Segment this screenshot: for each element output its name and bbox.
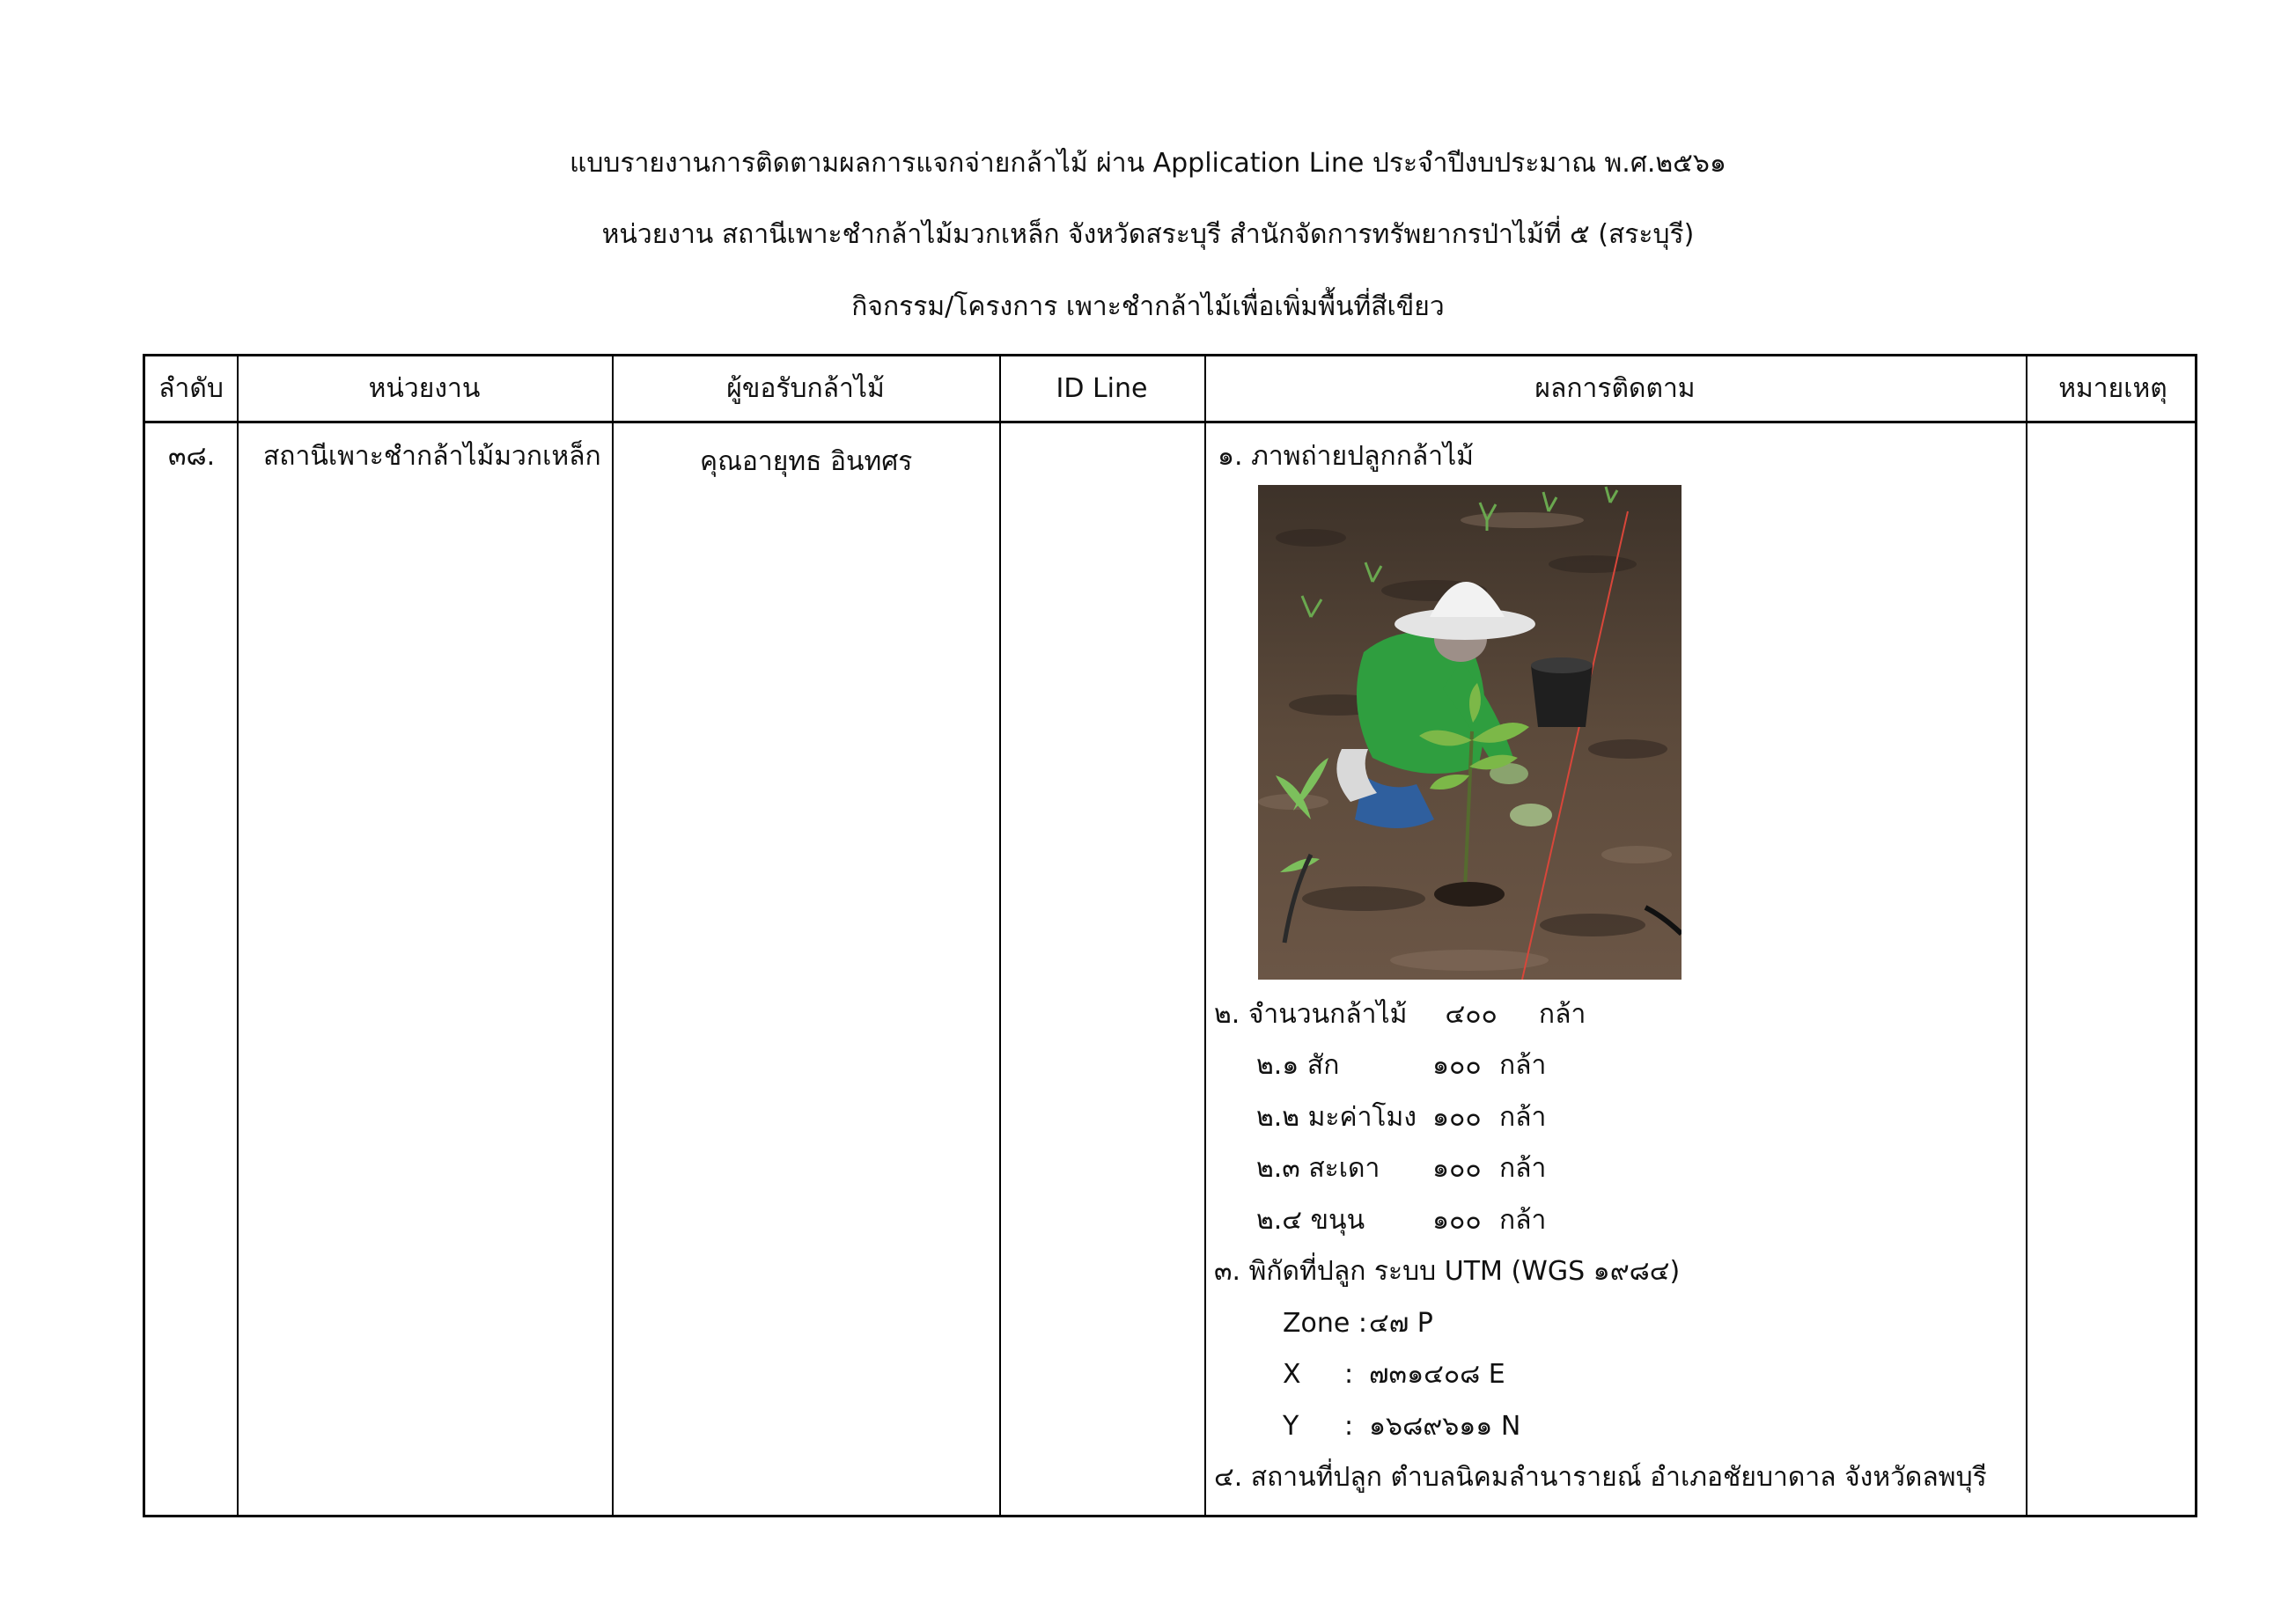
column-header-recipient: ผู้ขอรับกล้าไม้: [726, 373, 885, 404]
column-divider: [2026, 356, 2027, 1515]
planting-photo: [1258, 485, 1682, 980]
seedling-total-count: ๔๐๐: [1445, 999, 1498, 1030]
row-order: ๓๘.: [168, 441, 216, 472]
column-header-results: ผลการติดตาม: [1534, 373, 1696, 404]
row-agency: สถานีเพาะชำกล้าไม้มวกเหล็ก: [263, 441, 601, 472]
coordinate-label: ๓. พิกัดที่ปลูก ระบบ UTM (WGS ๑๙๘๔): [1214, 1256, 1681, 1287]
planting-location: ๔. สถานที่ปลูก ตำบลนิคมลำนารายณ์ อำเภอชัยบาดาล จังหวัดลพบุรี: [1214, 1462, 1987, 1493]
report-title: แบบรายงานการติดตามผลการแจกจ่ายกล้าไม้ ผ่าน Application Line ประจำปีงบประมาณ พ.ศ.๒๕๖๑: [570, 148, 1726, 179]
species-item: [1256, 1203, 1546, 1238]
report-project: กิจกรรม/โครงการ เพาะชำกล้าไม้เพื่อเพิ่มพื้นที่สีเขียว: [851, 291, 1445, 322]
column-divider: [999, 356, 1001, 1515]
column-header-order: ลำดับ: [158, 373, 224, 404]
utm-x-label: X: [1283, 1359, 1301, 1390]
utm-y-value: ๑๖๘๙๖๑๑ N: [1369, 1411, 1521, 1442]
report-agency: หน่วยงาน สถานีเพาะชำกล้าไม้มวกเหล็ก จังหวัดสระบุรี สำนักจัดการทรัพยากรป่าไม้ที่ ๕ (สระบุรี): [601, 219, 1695, 250]
species-name: ๒.๑ สัก: [1256, 1050, 1340, 1081]
planting-photo-illustration: [1258, 485, 1682, 980]
row-recipient: คุณอายุทธ อินทศร: [700, 446, 913, 477]
utm-zone: [1283, 1306, 1433, 1341]
utm-x-value: ๗๓๑๔๐๘ E: [1369, 1359, 1505, 1390]
species-item: [1256, 1048, 1546, 1083]
species-item: [1256, 1151, 1546, 1186]
report-table: [143, 354, 2197, 1517]
utm-x-separator: :: [1344, 1359, 1354, 1390]
seedling-total-unit: กล้า: [1538, 999, 1586, 1030]
species-count: ๑๐๐: [1432, 1050, 1482, 1081]
header-divider: [145, 421, 2195, 423]
utm-y: [1283, 1409, 1520, 1444]
seedling-total: [1214, 997, 1586, 1032]
column-header-id-line: ID Line: [1056, 373, 1148, 404]
species-unit: กล้า: [1499, 1153, 1547, 1184]
utm-zone-value: ๔๗ P: [1369, 1308, 1433, 1339]
utm-y-separator: :: [1344, 1411, 1354, 1442]
column-header-agency: หน่วยงาน: [368, 373, 481, 404]
column-divider: [237, 356, 239, 1515]
utm-zone-label: Zone :: [1283, 1308, 1368, 1339]
species-unit: กล้า: [1499, 1205, 1547, 1236]
species-count: ๑๐๐: [1432, 1205, 1482, 1236]
seedling-total-label: ๒. จำนวนกล้าไม้: [1214, 999, 1408, 1030]
photo-section-label: ๑. ภาพถ่ายปลูกกล้าไม้: [1218, 441, 1474, 472]
species-unit: กล้า: [1499, 1050, 1547, 1081]
species-name: ๒.๒ มะค่าโมง: [1256, 1102, 1417, 1133]
utm-y-label: Y: [1283, 1411, 1299, 1442]
species-count: ๑๐๐: [1432, 1102, 1482, 1133]
species-name: ๒.๔ ขนุน: [1256, 1205, 1365, 1236]
column-divider: [1204, 356, 1206, 1515]
column-header-remark: หมายเหตุ: [2058, 373, 2167, 404]
species-name: ๒.๓ สะเดา: [1256, 1153, 1380, 1184]
species-item: [1256, 1100, 1546, 1135]
column-divider: [612, 356, 614, 1515]
utm-x: [1283, 1357, 1505, 1392]
species-count: ๑๐๐: [1432, 1153, 1482, 1184]
species-unit: กล้า: [1499, 1102, 1547, 1133]
